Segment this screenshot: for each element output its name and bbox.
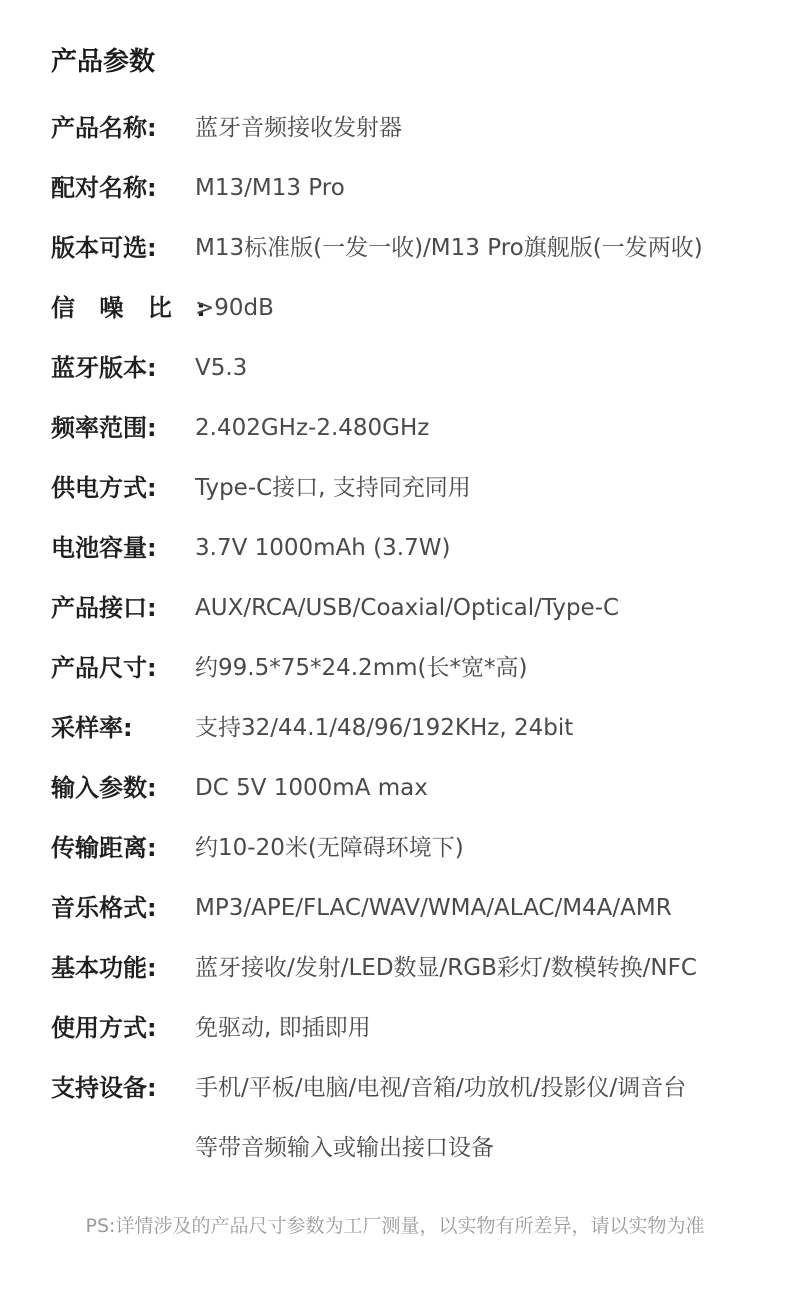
spec-value: M13/M13 Pro	[195, 175, 345, 201]
spec-value: Type-C接口, 支持同充同用	[195, 475, 471, 501]
spec-label: 产品尺寸:	[51, 654, 157, 682]
spec-row-interfaces	[0, 578, 790, 638]
spec-value: 蓝牙音频接收发射器	[195, 115, 402, 141]
spec-label: 配对名称:	[51, 174, 157, 202]
spec-label: 信 噪 比 :	[51, 294, 214, 322]
spec-label: 电池容量:	[51, 534, 157, 562]
spec-label: 传输距离:	[51, 834, 157, 862]
spec-value: 免驱动, 即插即用	[195, 1015, 371, 1041]
spec-label: 音乐格式:	[51, 894, 157, 922]
spec-value	[195, 1068, 765, 1188]
spec-row-input	[0, 758, 790, 818]
spec-row-dimensions	[0, 638, 790, 698]
spec-value: 支持32/44.1/48/96/192KHz, 24bit	[195, 715, 574, 741]
spec-label: 产品名称:	[51, 114, 157, 142]
spec-value: DC 5V 1000mA max	[195, 775, 428, 801]
spec-value: 蓝牙接收/发射/LED数显/RGB彩灯/数模转换/NFC	[195, 955, 697, 981]
spec-value: 约10-20米(无障碍环境下)	[195, 835, 464, 861]
spec-row-supported-devices	[0, 1058, 790, 1178]
spec-value: M13标准版(一发一收)/M13 Pro旗舰版(一发两收)	[195, 235, 703, 261]
spec-row-pairing-name	[0, 158, 790, 218]
spec-label: 版本可选:	[51, 234, 157, 262]
spec-label: 使用方式:	[51, 1014, 157, 1042]
spec-row-versions	[0, 218, 790, 278]
spec-label: 频率范围:	[51, 414, 157, 442]
spec-row-bluetooth-version	[0, 338, 790, 398]
spec-table	[0, 98, 790, 1178]
spec-row-sample-rate	[0, 698, 790, 758]
spec-value: >90dB	[195, 295, 274, 321]
spec-value: 2.402GHz-2.480GHz	[195, 415, 430, 441]
spec-row-frequency-range	[0, 398, 790, 458]
spec-value-line-2: 等带音频输入或输出接口设备	[195, 1135, 494, 1161]
spec-row-music-formats	[0, 878, 790, 938]
spec-row-usage	[0, 998, 790, 1058]
spec-label: 基本功能:	[51, 954, 157, 982]
section-title: 产品参数	[51, 47, 156, 77]
spec-label: 支持设备:	[51, 1074, 157, 1102]
spec-row-battery	[0, 518, 790, 578]
spec-value: MP3/APE/FLAC/WAV/WMA/ALAC/M4A/AMR	[195, 895, 672, 921]
spec-label: 产品接口:	[51, 594, 157, 622]
spec-value-line-1: 手机/平板/电脑/电视/音箱/功放机/投影仪/调音台	[195, 1075, 687, 1101]
spec-row-range	[0, 818, 790, 878]
spec-label: 供电方式:	[51, 474, 157, 502]
spec-row-functions	[0, 938, 790, 998]
spec-row-product-name	[0, 98, 790, 158]
spec-value: 3.7V 1000mAh (3.7W)	[195, 535, 451, 561]
spec-value: 约99.5*75*24.2mm(长*宽*高)	[195, 655, 528, 681]
spec-label: 采样率:	[51, 714, 133, 742]
spec-label: 输入参数:	[51, 774, 157, 802]
spec-label: 蓝牙版本:	[51, 354, 157, 382]
spec-row-snr	[0, 278, 790, 338]
spec-value: AUX/RCA/USB/Coaxial/Optical/Type-C	[195, 595, 620, 621]
spec-value: V5.3	[195, 355, 248, 381]
disclaimer-footnote: PS:详情涉及的产品尺寸参数为工厂测量，以实物有所差异，请以实物为准	[85, 1215, 705, 1237]
spec-row-power-supply	[0, 458, 790, 518]
